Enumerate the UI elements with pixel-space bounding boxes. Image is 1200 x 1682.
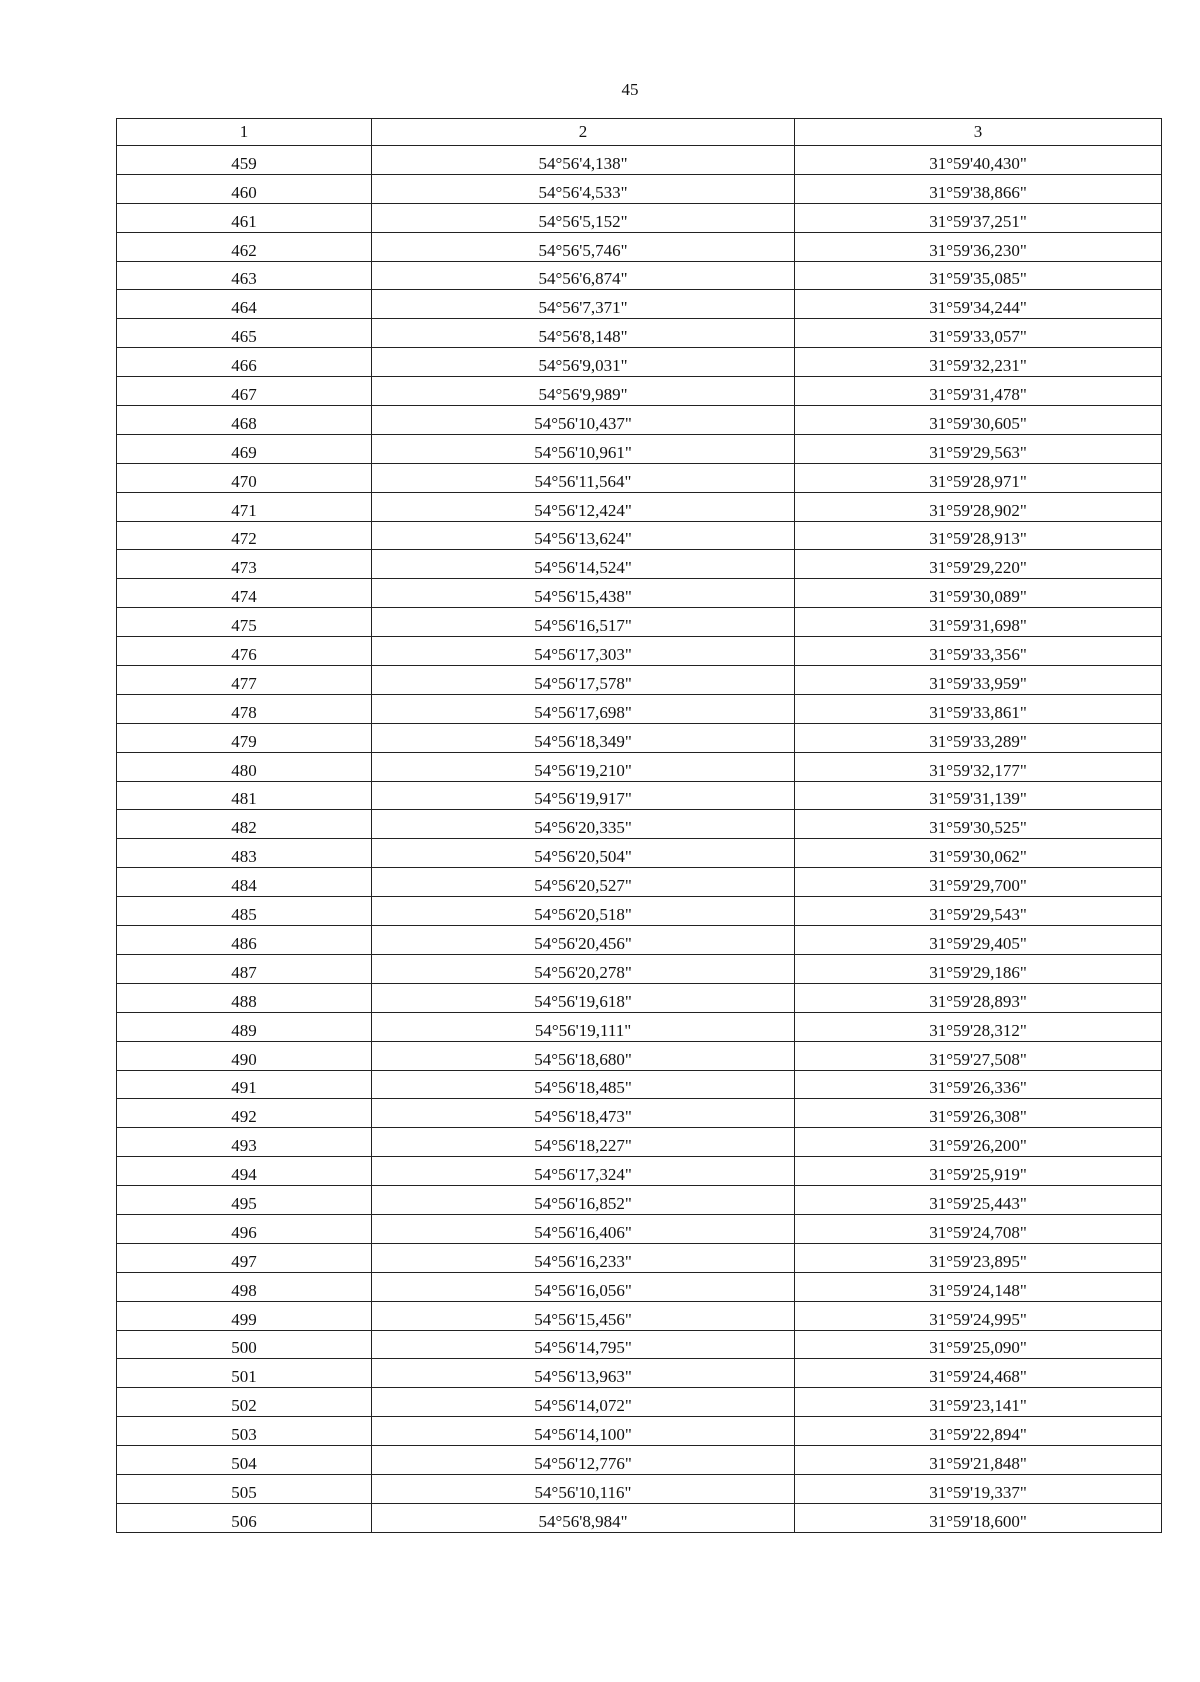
table-row xyxy=(117,579,1162,608)
longitude-cell: 31°59'29,220" xyxy=(795,550,1162,579)
point-number-cell: 482 xyxy=(117,810,372,839)
point-number-cell: 495 xyxy=(117,1186,372,1215)
longitude-cell: 31°59'30,062" xyxy=(795,839,1162,868)
longitude-cell: 31°59'21,848" xyxy=(795,1446,1162,1475)
point-number-cell: 487 xyxy=(117,954,372,983)
table-row xyxy=(117,926,1162,955)
point-number-cell: 499 xyxy=(117,1301,372,1330)
longitude-cell: 31°59'30,525" xyxy=(795,810,1162,839)
point-number-cell: 474 xyxy=(117,579,372,608)
table-row xyxy=(117,377,1162,406)
table-row xyxy=(117,174,1162,203)
latitude-cell: 54°56'13,624" xyxy=(372,521,795,550)
point-number-cell: 478 xyxy=(117,694,372,723)
point-number-cell: 470 xyxy=(117,463,372,492)
point-number-cell: 501 xyxy=(117,1359,372,1388)
table-row xyxy=(117,694,1162,723)
latitude-cell: 54°56'17,698" xyxy=(372,694,795,723)
point-number-cell: 500 xyxy=(117,1330,372,1359)
point-number-cell: 472 xyxy=(117,521,372,550)
point-number-cell: 493 xyxy=(117,1128,372,1157)
table-row xyxy=(117,348,1162,377)
longitude-cell: 31°59'23,141" xyxy=(795,1388,1162,1417)
longitude-cell: 31°59'34,244" xyxy=(795,290,1162,319)
longitude-cell: 31°59'29,405" xyxy=(795,926,1162,955)
table-row xyxy=(117,1446,1162,1475)
latitude-cell: 54°56'8,148" xyxy=(372,319,795,348)
latitude-cell: 54°56'6,874" xyxy=(372,261,795,290)
latitude-cell: 54°56'5,746" xyxy=(372,232,795,261)
latitude-cell: 54°56'14,100" xyxy=(372,1417,795,1446)
table-row xyxy=(117,319,1162,348)
longitude-cell: 31°59'18,600" xyxy=(795,1503,1162,1532)
table-row xyxy=(117,203,1162,232)
point-number-cell: 475 xyxy=(117,608,372,637)
latitude-cell: 54°56'16,233" xyxy=(372,1243,795,1272)
longitude-cell: 31°59'29,700" xyxy=(795,868,1162,897)
longitude-cell: 31°59'29,563" xyxy=(795,434,1162,463)
longitude-cell: 31°59'25,443" xyxy=(795,1186,1162,1215)
table-row xyxy=(117,550,1162,579)
point-number-cell: 465 xyxy=(117,319,372,348)
point-number-cell: 459 xyxy=(117,146,372,175)
latitude-cell: 54°56'12,424" xyxy=(372,492,795,521)
latitude-cell: 54°56'10,116" xyxy=(372,1474,795,1503)
table-row xyxy=(117,608,1162,637)
latitude-cell: 54°56'9,989" xyxy=(372,377,795,406)
point-number-cell: 490 xyxy=(117,1041,372,1070)
latitude-cell: 54°56'14,795" xyxy=(372,1330,795,1359)
longitude-cell: 31°59'33,861" xyxy=(795,694,1162,723)
longitude-cell: 31°59'28,971" xyxy=(795,463,1162,492)
latitude-cell: 54°56'10,437" xyxy=(372,406,795,435)
latitude-cell: 54°56'20,518" xyxy=(372,897,795,926)
longitude-cell: 31°59'33,057" xyxy=(795,319,1162,348)
longitude-cell: 31°59'28,902" xyxy=(795,492,1162,521)
table-body xyxy=(117,146,1162,1533)
longitude-cell: 31°59'30,089" xyxy=(795,579,1162,608)
latitude-cell: 54°56'16,056" xyxy=(372,1272,795,1301)
table-row xyxy=(117,521,1162,550)
table-row xyxy=(117,897,1162,926)
column-header-longitude: 3 xyxy=(795,119,1162,146)
point-number-cell: 480 xyxy=(117,752,372,781)
longitude-cell: 31°59'22,894" xyxy=(795,1417,1162,1446)
latitude-cell: 54°56'19,618" xyxy=(372,983,795,1012)
point-number-cell: 468 xyxy=(117,406,372,435)
longitude-cell: 31°59'26,336" xyxy=(795,1070,1162,1099)
point-number-cell: 496 xyxy=(117,1214,372,1243)
longitude-cell: 31°59'19,337" xyxy=(795,1474,1162,1503)
point-number-cell: 485 xyxy=(117,897,372,926)
longitude-cell: 31°59'31,698" xyxy=(795,608,1162,637)
latitude-cell: 54°56'11,564" xyxy=(372,463,795,492)
latitude-cell: 54°56'18,473" xyxy=(372,1099,795,1128)
point-number-cell: 503 xyxy=(117,1417,372,1446)
point-number-cell: 464 xyxy=(117,290,372,319)
latitude-cell: 54°56'14,072" xyxy=(372,1388,795,1417)
point-number-cell: 498 xyxy=(117,1272,372,1301)
longitude-cell: 31°59'38,866" xyxy=(795,174,1162,203)
table-row xyxy=(117,868,1162,897)
table-row xyxy=(117,1243,1162,1272)
latitude-cell: 54°56'20,335" xyxy=(372,810,795,839)
longitude-cell: 31°59'27,508" xyxy=(795,1041,1162,1070)
latitude-cell: 54°56'4,138" xyxy=(372,146,795,175)
point-number-cell: 479 xyxy=(117,723,372,752)
table-row xyxy=(117,290,1162,319)
longitude-cell: 31°59'40,430" xyxy=(795,146,1162,175)
latitude-cell: 54°56'15,456" xyxy=(372,1301,795,1330)
longitude-cell: 31°59'26,200" xyxy=(795,1128,1162,1157)
table-row xyxy=(117,954,1162,983)
point-number-cell: 483 xyxy=(117,839,372,868)
point-number-cell: 502 xyxy=(117,1388,372,1417)
point-number-cell: 484 xyxy=(117,868,372,897)
latitude-cell: 54°56'20,278" xyxy=(372,954,795,983)
table-row xyxy=(117,434,1162,463)
point-number-cell: 471 xyxy=(117,492,372,521)
latitude-cell: 54°56'18,227" xyxy=(372,1128,795,1157)
table-row xyxy=(117,810,1162,839)
latitude-cell: 54°56'17,578" xyxy=(372,666,795,695)
latitude-cell: 54°56'19,111" xyxy=(372,1012,795,1041)
point-number-cell: 506 xyxy=(117,1503,372,1532)
point-number-cell: 463 xyxy=(117,261,372,290)
longitude-cell: 31°59'25,090" xyxy=(795,1330,1162,1359)
point-number-cell: 461 xyxy=(117,203,372,232)
longitude-cell: 31°59'24,995" xyxy=(795,1301,1162,1330)
point-number-cell: 492 xyxy=(117,1099,372,1128)
table-row xyxy=(117,1012,1162,1041)
latitude-cell: 54°56'14,524" xyxy=(372,550,795,579)
point-number-cell: 467 xyxy=(117,377,372,406)
latitude-cell: 54°56'18,485" xyxy=(372,1070,795,1099)
longitude-cell: 31°59'33,959" xyxy=(795,666,1162,695)
point-number-cell: 505 xyxy=(117,1474,372,1503)
longitude-cell: 31°59'32,177" xyxy=(795,752,1162,781)
longitude-cell: 31°59'23,895" xyxy=(795,1243,1162,1272)
point-number-cell: 477 xyxy=(117,666,372,695)
latitude-cell: 54°56'12,776" xyxy=(372,1446,795,1475)
table-header-row xyxy=(117,119,1162,146)
longitude-cell: 31°59'28,312" xyxy=(795,1012,1162,1041)
table-row xyxy=(117,1417,1162,1446)
point-number-cell: 462 xyxy=(117,232,372,261)
point-number-cell: 476 xyxy=(117,637,372,666)
longitude-cell: 31°59'31,139" xyxy=(795,781,1162,810)
latitude-cell: 54°56'7,371" xyxy=(372,290,795,319)
longitude-cell: 31°59'31,478" xyxy=(795,377,1162,406)
table-row xyxy=(117,492,1162,521)
longitude-cell: 31°59'24,148" xyxy=(795,1272,1162,1301)
table-row xyxy=(117,637,1162,666)
point-number-cell: 481 xyxy=(117,781,372,810)
longitude-cell: 31°59'33,289" xyxy=(795,723,1162,752)
latitude-cell: 54°56'20,504" xyxy=(372,839,795,868)
latitude-cell: 54°56'19,210" xyxy=(372,752,795,781)
point-number-cell: 469 xyxy=(117,434,372,463)
point-number-cell: 497 xyxy=(117,1243,372,1272)
longitude-cell: 31°59'30,605" xyxy=(795,406,1162,435)
point-number-cell: 494 xyxy=(117,1157,372,1186)
table-row xyxy=(117,1359,1162,1388)
table-row xyxy=(117,1330,1162,1359)
point-number-cell: 466 xyxy=(117,348,372,377)
latitude-cell: 54°56'18,680" xyxy=(372,1041,795,1070)
longitude-cell: 31°59'37,251" xyxy=(795,203,1162,232)
longitude-cell: 31°59'25,919" xyxy=(795,1157,1162,1186)
longitude-cell: 31°59'29,543" xyxy=(795,897,1162,926)
table-row xyxy=(117,463,1162,492)
table-row xyxy=(117,146,1162,175)
column-header-point: 1 xyxy=(117,119,372,146)
table-row xyxy=(117,1041,1162,1070)
longitude-cell: 31°59'33,356" xyxy=(795,637,1162,666)
latitude-cell: 54°56'16,852" xyxy=(372,1186,795,1215)
table-row xyxy=(117,1214,1162,1243)
table-row xyxy=(117,752,1162,781)
point-number-cell: 488 xyxy=(117,983,372,1012)
latitude-cell: 54°56'8,984" xyxy=(372,1503,795,1532)
point-number-cell: 473 xyxy=(117,550,372,579)
table-row xyxy=(117,261,1162,290)
table-row xyxy=(117,839,1162,868)
latitude-cell: 54°56'15,438" xyxy=(372,579,795,608)
table-row xyxy=(117,1503,1162,1532)
latitude-cell: 54°56'4,533" xyxy=(372,174,795,203)
table-row xyxy=(117,781,1162,810)
latitude-cell: 54°56'10,961" xyxy=(372,434,795,463)
point-number-cell: 491 xyxy=(117,1070,372,1099)
longitude-cell: 31°59'26,308" xyxy=(795,1099,1162,1128)
longitude-cell: 31°59'36,230" xyxy=(795,232,1162,261)
table-row xyxy=(117,1128,1162,1157)
point-number-cell: 460 xyxy=(117,174,372,203)
table-row xyxy=(117,983,1162,1012)
longitude-cell: 31°59'32,231" xyxy=(795,348,1162,377)
table-row xyxy=(117,1474,1162,1503)
table-row xyxy=(117,1070,1162,1099)
table-row xyxy=(117,1272,1162,1301)
latitude-cell: 54°56'20,456" xyxy=(372,926,795,955)
latitude-cell: 54°56'17,303" xyxy=(372,637,795,666)
table-row xyxy=(117,723,1162,752)
latitude-cell: 54°56'16,406" xyxy=(372,1214,795,1243)
table-row xyxy=(117,406,1162,435)
latitude-cell: 54°56'5,152" xyxy=(372,203,795,232)
table-row xyxy=(117,666,1162,695)
longitude-cell: 31°59'28,893" xyxy=(795,983,1162,1012)
coordinates-table xyxy=(116,118,1162,1533)
table-row xyxy=(117,1186,1162,1215)
latitude-cell: 54°56'17,324" xyxy=(372,1157,795,1186)
latitude-cell: 54°56'9,031" xyxy=(372,348,795,377)
table-row xyxy=(117,232,1162,261)
point-number-cell: 486 xyxy=(117,926,372,955)
column-header-latitude: 2 xyxy=(372,119,795,146)
longitude-cell: 31°59'28,913" xyxy=(795,521,1162,550)
longitude-cell: 31°59'29,186" xyxy=(795,954,1162,983)
longitude-cell: 31°59'24,708" xyxy=(795,1214,1162,1243)
table-row xyxy=(117,1099,1162,1128)
latitude-cell: 54°56'20,527" xyxy=(372,868,795,897)
latitude-cell: 54°56'19,917" xyxy=(372,781,795,810)
latitude-cell: 54°56'13,963" xyxy=(372,1359,795,1388)
point-number-cell: 504 xyxy=(117,1446,372,1475)
page-number: 45 xyxy=(621,80,639,99)
table-row xyxy=(117,1157,1162,1186)
longitude-cell: 31°59'35,085" xyxy=(795,261,1162,290)
latitude-cell: 54°56'16,517" xyxy=(372,608,795,637)
longitude-cell: 31°59'24,468" xyxy=(795,1359,1162,1388)
table-row xyxy=(117,1388,1162,1417)
latitude-cell: 54°56'18,349" xyxy=(372,723,795,752)
point-number-cell: 489 xyxy=(117,1012,372,1041)
table-row xyxy=(117,1301,1162,1330)
